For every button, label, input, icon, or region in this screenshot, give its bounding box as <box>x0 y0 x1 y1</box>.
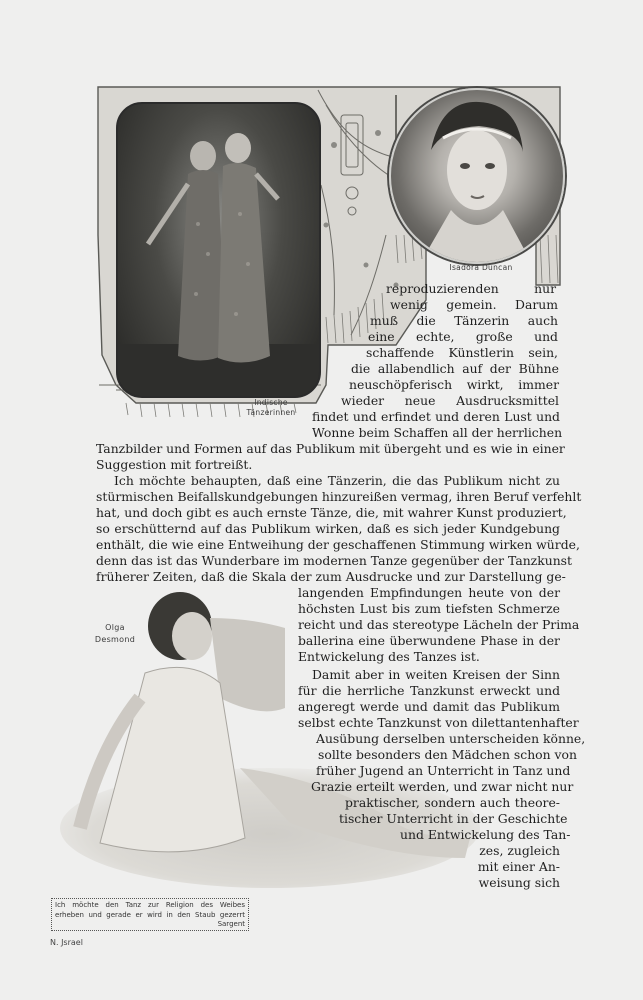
body-line: für die herrliche Tanzkunst erweckt und <box>298 683 560 698</box>
body-line: muß die Tänzerin auch <box>370 313 558 328</box>
body-line: angeregt werde und damit das Publikum <box>298 699 560 714</box>
body-line: wenig gemein. Darum <box>390 297 558 312</box>
body-line: ballerina eine überwundene Phase in der <box>298 633 560 648</box>
body-line: Ausübung derselben unterscheiden könne, <box>316 731 586 746</box>
caption-isadora-duncan: Isadora Duncan <box>449 263 513 272</box>
body-line: neuschöpferisch wirkt, immer <box>349 377 559 392</box>
body-line: hat, und doch gibt es auch ernste Tänze, die, mit wahrer Kunst produziert, <box>96 505 567 520</box>
dancers-figures <box>118 104 319 396</box>
body-line: zes, zugleich <box>479 843 560 858</box>
body-line: denn das ist das Wunderbare im modernen Tanze gegenüber der Tanzkunst <box>96 553 573 568</box>
caption-olga-desmond <box>90 622 140 646</box>
body-line: schaffende Künstlerin sein, <box>366 345 558 360</box>
caption-indian-dancers <box>240 398 302 418</box>
body-line: reproduzierenden nur <box>386 281 556 296</box>
duncan-portrait <box>391 90 563 262</box>
quote-box <box>51 898 249 931</box>
body-line: tischer Unterricht in der Geschichte <box>339 811 568 826</box>
body-line: mit einer An- <box>477 859 560 874</box>
body-line: Tanzbilder und Formen auf das Publikum mit übergeht und es wie in einer <box>96 441 565 456</box>
body-line: Entwickelung des Tanzes ist. <box>298 649 480 664</box>
body-line: eine echte, große und <box>368 329 558 344</box>
body-line: praktischer, sondern auch theore- <box>345 795 560 810</box>
body-line: wieder neue Ausdrucksmittel <box>341 393 559 408</box>
body-line: findet und erfindet und deren Lust und <box>312 409 560 424</box>
caption-line: Indische <box>254 398 288 407</box>
isadora-duncan-photo <box>389 88 565 264</box>
body-line: Suggestion mit fortreißt. <box>96 457 253 472</box>
body-line: enthält, die wie eine Entweihung der geschaffenen Stimmung wirken würde, <box>96 537 580 552</box>
body-line: selbst echte Tanzkunst von dilettantenhafter <box>298 715 579 730</box>
quote-line: erheben und gerade er wird in den Staub gezerrt <box>55 910 245 919</box>
body-line: so erschütternd auf das Publikum wirken, daß es sich jeder Kundgebung <box>96 521 560 536</box>
caption-line: Tänzerinnen <box>246 408 296 417</box>
author-footer: N. Jsrael <box>50 938 83 947</box>
body-line: Wonne beim Schaffen all der herrlichen <box>312 425 563 440</box>
quote-author: Sargent <box>217 920 245 928</box>
caption-line: Olga <box>105 623 125 632</box>
body-line: die allabendlich auf der Bühne <box>351 361 559 376</box>
body-line: Grazie erteilt werden, und zwar nicht nur <box>311 779 574 794</box>
body-line: Ich möchte behaupten, daß eine Tänzerin, die das Publikum nicht zu <box>114 473 560 488</box>
body-line: Damit aber in weiten Kreisen der Sinn <box>312 667 560 682</box>
body-line: stürmischen Beifallskundgebungen hinzureißen vermag, ihren Beruf verfehlt <box>96 489 582 504</box>
indian-dancers-photo <box>116 102 321 398</box>
body-line: weisung sich <box>478 875 560 890</box>
body-line: sollte besonders den Mädchen schon von <box>318 747 577 762</box>
quote-line: Ich möchte den Tanz zur Religion des Weibes <box>55 901 245 909</box>
body-line: höchsten Lust bis zum tiefsten Schmerze <box>298 601 560 616</box>
body-line: reicht und das stereotype Lächeln der Prima <box>298 617 580 632</box>
body-line: früherer Zeiten, daß die Skala der zum Ausdrucke und zur Darstellung ge- <box>96 569 566 584</box>
body-line: langenden Empfindungen heute von der <box>298 585 560 600</box>
body-line: und Entwickelung des Tan- <box>400 827 571 842</box>
caption-line: Desmond <box>94 635 136 644</box>
body-line: früher Jugend an Unterricht in Tanz und <box>316 763 571 778</box>
